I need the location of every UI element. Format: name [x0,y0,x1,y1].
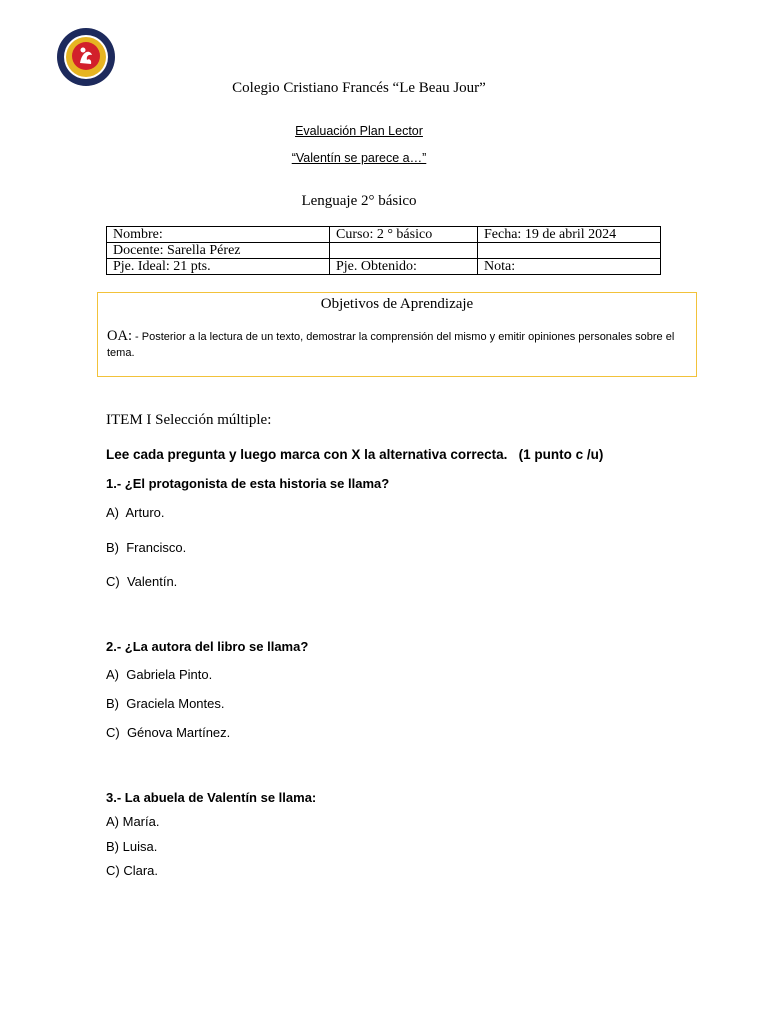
teacher-cell: Docente: Sarella Pérez [107,243,330,259]
question-2: 2.- ¿La autora del libro se llama? [106,639,309,654]
objectives-description: - Posterior a la lectura de un texto, demostrar la comprensión del mismo y emitir opiniones personales sobre el tema. [107,331,675,359]
question-3: 3.- La abuela de Valentín se llama: [106,790,317,805]
evaluation-title: Evaluación Plan Lector [295,124,423,138]
date-cell: Fecha: 19 de abril 2024 [478,227,661,243]
empty-cell [478,243,661,259]
question-1-option-a[interactable]: A) Arturo. [106,505,165,520]
question-3-option-c[interactable]: C) Clara. [106,863,159,878]
name-cell[interactable]: Nombre: [107,227,330,243]
school-logo [56,27,116,87]
book-title: “Valentín se parece a…” [291,151,427,165]
question-2-option-a[interactable]: A) Gabriela Pinto. [106,667,213,682]
question-2-option-c[interactable]: C) Génova Martínez. [106,725,231,740]
question-2-option-b[interactable]: B) Graciela Montes. [106,696,225,711]
objectives-text [107,328,692,361]
school-name: Colegio Cristiano Francés “Le Beau Jour” [232,80,486,96]
empty-cell [330,243,478,259]
objectives-title: Objetivos de Aprendizaje [320,296,474,312]
table-row [107,243,661,259]
question-1-option-c[interactable]: C) Valentín. [106,574,178,589]
question-1-option-b[interactable]: B) Francisco. [106,540,187,555]
student-info-table [106,226,661,275]
question-1: 1.- ¿El protagonista de esta historia se llama? [106,476,390,491]
course-title: Lenguaje 2° básico [301,193,417,209]
item-title: ITEM I Selección múltiple: [106,412,272,428]
table-row [107,259,661,275]
objectives-box [97,292,697,377]
instructions: Lee cada pregunta y luego marca con X la alternativa correcta. (1 punto c /u) [106,447,604,462]
objectives-label: OA: [107,328,132,344]
ideal-score-cell: Pje. Ideal: 21 pts. [107,259,330,275]
table-row [107,227,661,243]
grade-cell[interactable]: Nota: [478,259,661,275]
obtained-score-cell[interactable]: Pje. Obtenido: [330,259,478,275]
question-3-option-b[interactable]: B) Luisa. [106,839,158,854]
question-3-option-a[interactable]: A) María. [106,814,160,829]
course-cell: Curso: 2 ° básico [330,227,478,243]
